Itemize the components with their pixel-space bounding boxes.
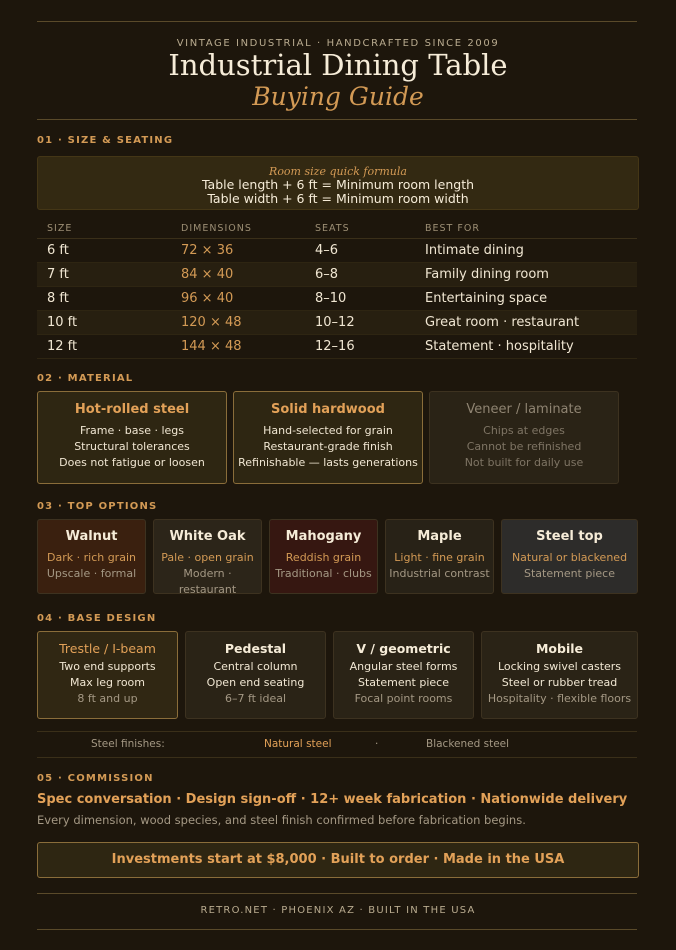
top-rule (37, 21, 637, 22)
top-title: White Oak (169, 529, 246, 544)
cell-seats: 10–12 (305, 311, 415, 335)
material-line: Frame · base · legs (79, 424, 184, 437)
base-line: Locking swivel casters (497, 660, 622, 673)
material-line: Refinishable — lasts generations (238, 456, 418, 469)
top-card-mahogany (269, 519, 378, 594)
formula-title: Room size quick formula (269, 165, 407, 178)
header-kicker: VINTAGE INDUSTRIAL · HANDCRAFTED SINCE 2009 (176, 38, 500, 49)
page-title: Industrial Dining Table (168, 48, 508, 82)
footer-rule-bottom (37, 929, 637, 930)
section-heading-material: 02 · MATERIAL (37, 373, 134, 384)
material-line: Not built for daily use (464, 456, 584, 469)
col-size: SIZE (37, 219, 171, 239)
base-card-trestle (37, 631, 178, 719)
cell-dimensions: 144 × 48 (171, 335, 305, 359)
cell-best-for: Family dining room (415, 263, 637, 287)
section-heading-commission: 05 · COMMISSION (37, 773, 154, 784)
commission-note: Every dimension, wood species, and steel finish confirmed before fabrication begins. (37, 813, 526, 827)
finish-separator: · (375, 738, 379, 750)
top-card-white-oak (153, 519, 262, 594)
base-line: Central column (213, 660, 298, 673)
material-title: Solid hardwood (271, 402, 385, 417)
top-use: Industrial contrast (389, 567, 490, 580)
base-card-pedestal (185, 631, 326, 719)
page-subtitle: Buying Guide (252, 82, 424, 111)
base-fit: 6–7 ft ideal (224, 692, 287, 705)
cell-size: 6 ft (37, 239, 171, 263)
top-use: Upscale · formal (46, 567, 137, 580)
base-line: Statement piece (357, 676, 449, 689)
cell-seats: 12–16 (305, 335, 415, 359)
cell-seats: 6–8 (305, 263, 415, 287)
section-heading-tops: 03 · TOP OPTIONS (37, 501, 158, 512)
base-line: Open end seating (206, 676, 305, 689)
material-card-steel (37, 391, 227, 484)
base-fit: Hospitality · flexible floors (487, 692, 632, 705)
top-title: Steel top (536, 529, 603, 544)
cell-size: 7 ft (37, 263, 171, 287)
base-line: Two end supports (59, 660, 156, 673)
base-title: V / geometric (356, 641, 451, 656)
base-title: Mobile (535, 641, 584, 656)
table-row (37, 311, 637, 335)
base-card-geometric (333, 631, 474, 719)
header-rule (37, 119, 637, 120)
top-use: Modern · restaurant (178, 567, 237, 596)
base-card-mobile (481, 631, 638, 719)
table-row (37, 335, 637, 359)
top-use: Statement piece (523, 567, 615, 580)
finish-label: Steel finishes: (91, 738, 165, 750)
cell-best-for: Intimate dining (415, 239, 637, 263)
base-title: Trestle / I-beam (59, 641, 156, 656)
material-line: Cannot be refinished (466, 440, 582, 453)
finish-natural: Natural steel (264, 738, 332, 750)
top-use: Traditional · clubs (275, 567, 372, 580)
cell-best-for: Statement · hospitality (415, 335, 637, 359)
section-heading-size: 01 · SIZE & SEATING (37, 135, 174, 146)
col-best-for: BEST FOR (415, 219, 637, 239)
footer-text: RETRO.NET · PHOENIX AZ · BUILT IN THE USA (200, 905, 476, 916)
top-grain: Light · fine grain (394, 551, 485, 564)
footer-rule-top (37, 893, 637, 894)
cell-size: 10 ft (37, 311, 171, 335)
cell-best-for: Great room · restaurant (415, 311, 637, 335)
top-card-maple (385, 519, 494, 594)
col-dimensions: DIMENSIONS (171, 219, 305, 239)
material-title: Veneer / laminate (466, 402, 582, 417)
cell-dimensions: 96 × 40 (171, 287, 305, 311)
material-line: Does not fatigue or loosen (59, 456, 205, 469)
base-title: Pedestal (224, 641, 287, 656)
finish-rule-top (37, 731, 637, 732)
finish-blackened: Blackened steel (426, 738, 510, 750)
base-fit: Focal point rooms (354, 692, 453, 705)
cell-best-for: Entertaining space (415, 287, 637, 311)
table-row (37, 263, 637, 287)
material-line: Chips at edges (483, 424, 565, 437)
top-card-walnut (37, 519, 146, 594)
investment-banner: Investments start at $8,000 · Built to order · Made in the USA (37, 842, 639, 878)
finish-rule-bottom (37, 757, 637, 758)
cell-dimensions: 84 × 40 (171, 263, 305, 287)
top-title: Mahogany (285, 529, 362, 544)
cell-size: 8 ft (37, 287, 171, 311)
base-line: Steel or rubber tread (501, 676, 618, 689)
base-line: Angular steel forms (349, 660, 458, 673)
cell-seats: 4–6 (305, 239, 415, 263)
cell-dimensions: 120 × 48 (171, 311, 305, 335)
top-title: Walnut (65, 529, 118, 544)
material-line: Hand-selected for grain (263, 424, 393, 437)
top-card-steel (501, 519, 638, 594)
commission-steps: Spec conversation · Design sign-off · 12+ week fabrication · Nationwide delivery (37, 792, 628, 807)
material-card-veneer (429, 391, 619, 484)
room-formula-box (37, 156, 639, 210)
material-card-hardwood (233, 391, 423, 484)
material-line: Structural tolerances (74, 440, 190, 453)
material-title: Hot-rolled steel (74, 402, 190, 417)
col-seats: SEATS (305, 219, 415, 239)
top-grain: Dark · rich grain (47, 551, 136, 564)
top-grain: Natural or blackened (511, 551, 628, 564)
table-row (37, 239, 637, 263)
base-line: Max leg room (70, 676, 145, 689)
cell-dimensions: 72 × 36 (171, 239, 305, 263)
top-grain: Pale · open grain (161, 551, 254, 564)
top-title: Maple (417, 529, 462, 544)
material-line: Restaurant-grade finish (263, 440, 393, 453)
top-grain: Reddish grain (285, 551, 362, 564)
base-fit: 8 ft and up (77, 692, 138, 705)
formula-line-length: Table length + 6 ft = Minimum room length (201, 177, 475, 192)
cell-seats: 8–10 (305, 287, 415, 311)
table-row (37, 287, 637, 311)
formula-line-width: Table width + 6 ft = Minimum room width (207, 191, 469, 206)
table-header-row (37, 219, 637, 239)
cell-size: 12 ft (37, 335, 171, 359)
section-heading-base: 04 · BASE DESIGN (37, 613, 157, 624)
size-table (37, 219, 637, 359)
